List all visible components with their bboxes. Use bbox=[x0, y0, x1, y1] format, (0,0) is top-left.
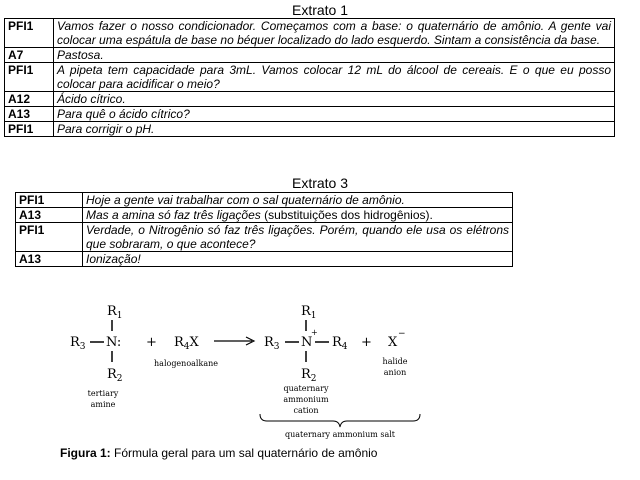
cation-r2: $R_2$ bbox=[301, 367, 317, 384]
cation-label-line2: ammonium bbox=[283, 395, 329, 404]
cation-r1: $R_1$ bbox=[301, 304, 317, 321]
speaker-cell: A13 bbox=[16, 252, 83, 267]
cation-charge: + bbox=[311, 328, 318, 337]
halo-label: halogenoalkane bbox=[154, 359, 218, 368]
cation-label-line1: quaternary bbox=[283, 384, 329, 393]
utterance-cell: Ionização! bbox=[83, 252, 513, 267]
quaternary-cation bbox=[264, 304, 348, 415]
speaker-cell: PFI1 bbox=[5, 122, 54, 137]
utterance-cell: Para quê o ácido cítrico? bbox=[54, 107, 615, 122]
speaker-cell: A12 bbox=[5, 92, 54, 107]
extrato1-title: Extrato 1 bbox=[291, 2, 349, 18]
cation-r3: $R_3$ bbox=[264, 335, 280, 352]
figure-caption bbox=[60, 446, 377, 460]
amine-r2: $R_2$ bbox=[107, 367, 123, 384]
halide-label-line2: anion bbox=[383, 368, 407, 377]
utterance-cell: A pipeta tem capacidade para 3mL. Vamos colocar 12 mL do álcool de cereais. E o que eu posso colocar para acidificar o meio? bbox=[54, 63, 615, 92]
amine-label-line1: tertiary bbox=[87, 389, 119, 398]
amine-label-line2: amine bbox=[90, 400, 116, 409]
speaker-cell: A7 bbox=[5, 48, 54, 63]
halide-x: X bbox=[388, 335, 398, 350]
caption-text: Fórmula geral para um sal quaternário de amônio bbox=[110, 446, 378, 460]
cation-nitrogen: N bbox=[301, 335, 313, 350]
utterance-cell: Vamos fazer o nosso condicionador. Começamos com a base: o quaternário de amônio. A gente vai colocar uma espátula de base no béquer localizado do lado esquerdo. Sintam a consistência da base. bbox=[54, 19, 615, 48]
halide-label-line1: halide bbox=[382, 357, 408, 366]
amine-r3: $R_3$ bbox=[70, 335, 86, 352]
tertiary-amine bbox=[70, 304, 123, 409]
plus-sign: + bbox=[361, 335, 372, 350]
cation-r4: $R_4$ bbox=[332, 335, 348, 352]
utterance-cell: Verdade, o Nitrogênio só faz três ligações. Porém, quando ele usa os elétrons que sobraram, o que acontece? bbox=[83, 223, 513, 252]
speaker-cell: PFI1 bbox=[16, 193, 83, 208]
speaker-cell: PFI1 bbox=[16, 223, 83, 252]
utterance-cell: Hoje a gente vai trabalhar com o sal quaternário de amônio. bbox=[83, 193, 513, 208]
halo-formula: $R_4X$ bbox=[174, 335, 199, 352]
cation-label-line3: cation bbox=[293, 406, 319, 415]
salt-label: quaternary ammonium salt bbox=[284, 430, 396, 439]
amine-r1: $R_1$ bbox=[107, 304, 123, 321]
utterance-cell: Pastosa. bbox=[54, 48, 615, 63]
speaker-cell: PFI1 bbox=[5, 19, 54, 48]
speaker-cell: A13 bbox=[5, 107, 54, 122]
halide-charge: − bbox=[398, 329, 406, 339]
halogenoalkane bbox=[154, 335, 218, 368]
salt-brace bbox=[260, 414, 420, 427]
caption-label: Figura 1: bbox=[60, 446, 111, 460]
utterance-cell: Ácido cítrico. bbox=[54, 92, 615, 107]
utterance-aside: (substituições dos hidrogênios). bbox=[260, 208, 433, 222]
extrato3-title: Extrato 3 bbox=[291, 175, 349, 191]
speaker-cell: A13 bbox=[16, 208, 83, 223]
amine-nitrogen: N: bbox=[106, 335, 122, 350]
plus-sign: + bbox=[146, 335, 157, 350]
utterance-cell: Para corrigir o pH. bbox=[54, 122, 615, 137]
halide-anion bbox=[383, 329, 408, 377]
utterance-text: Mas a amina só faz três ligações bbox=[86, 208, 261, 222]
speaker-cell: PFI1 bbox=[5, 63, 54, 92]
reaction-arrow bbox=[214, 337, 254, 345]
